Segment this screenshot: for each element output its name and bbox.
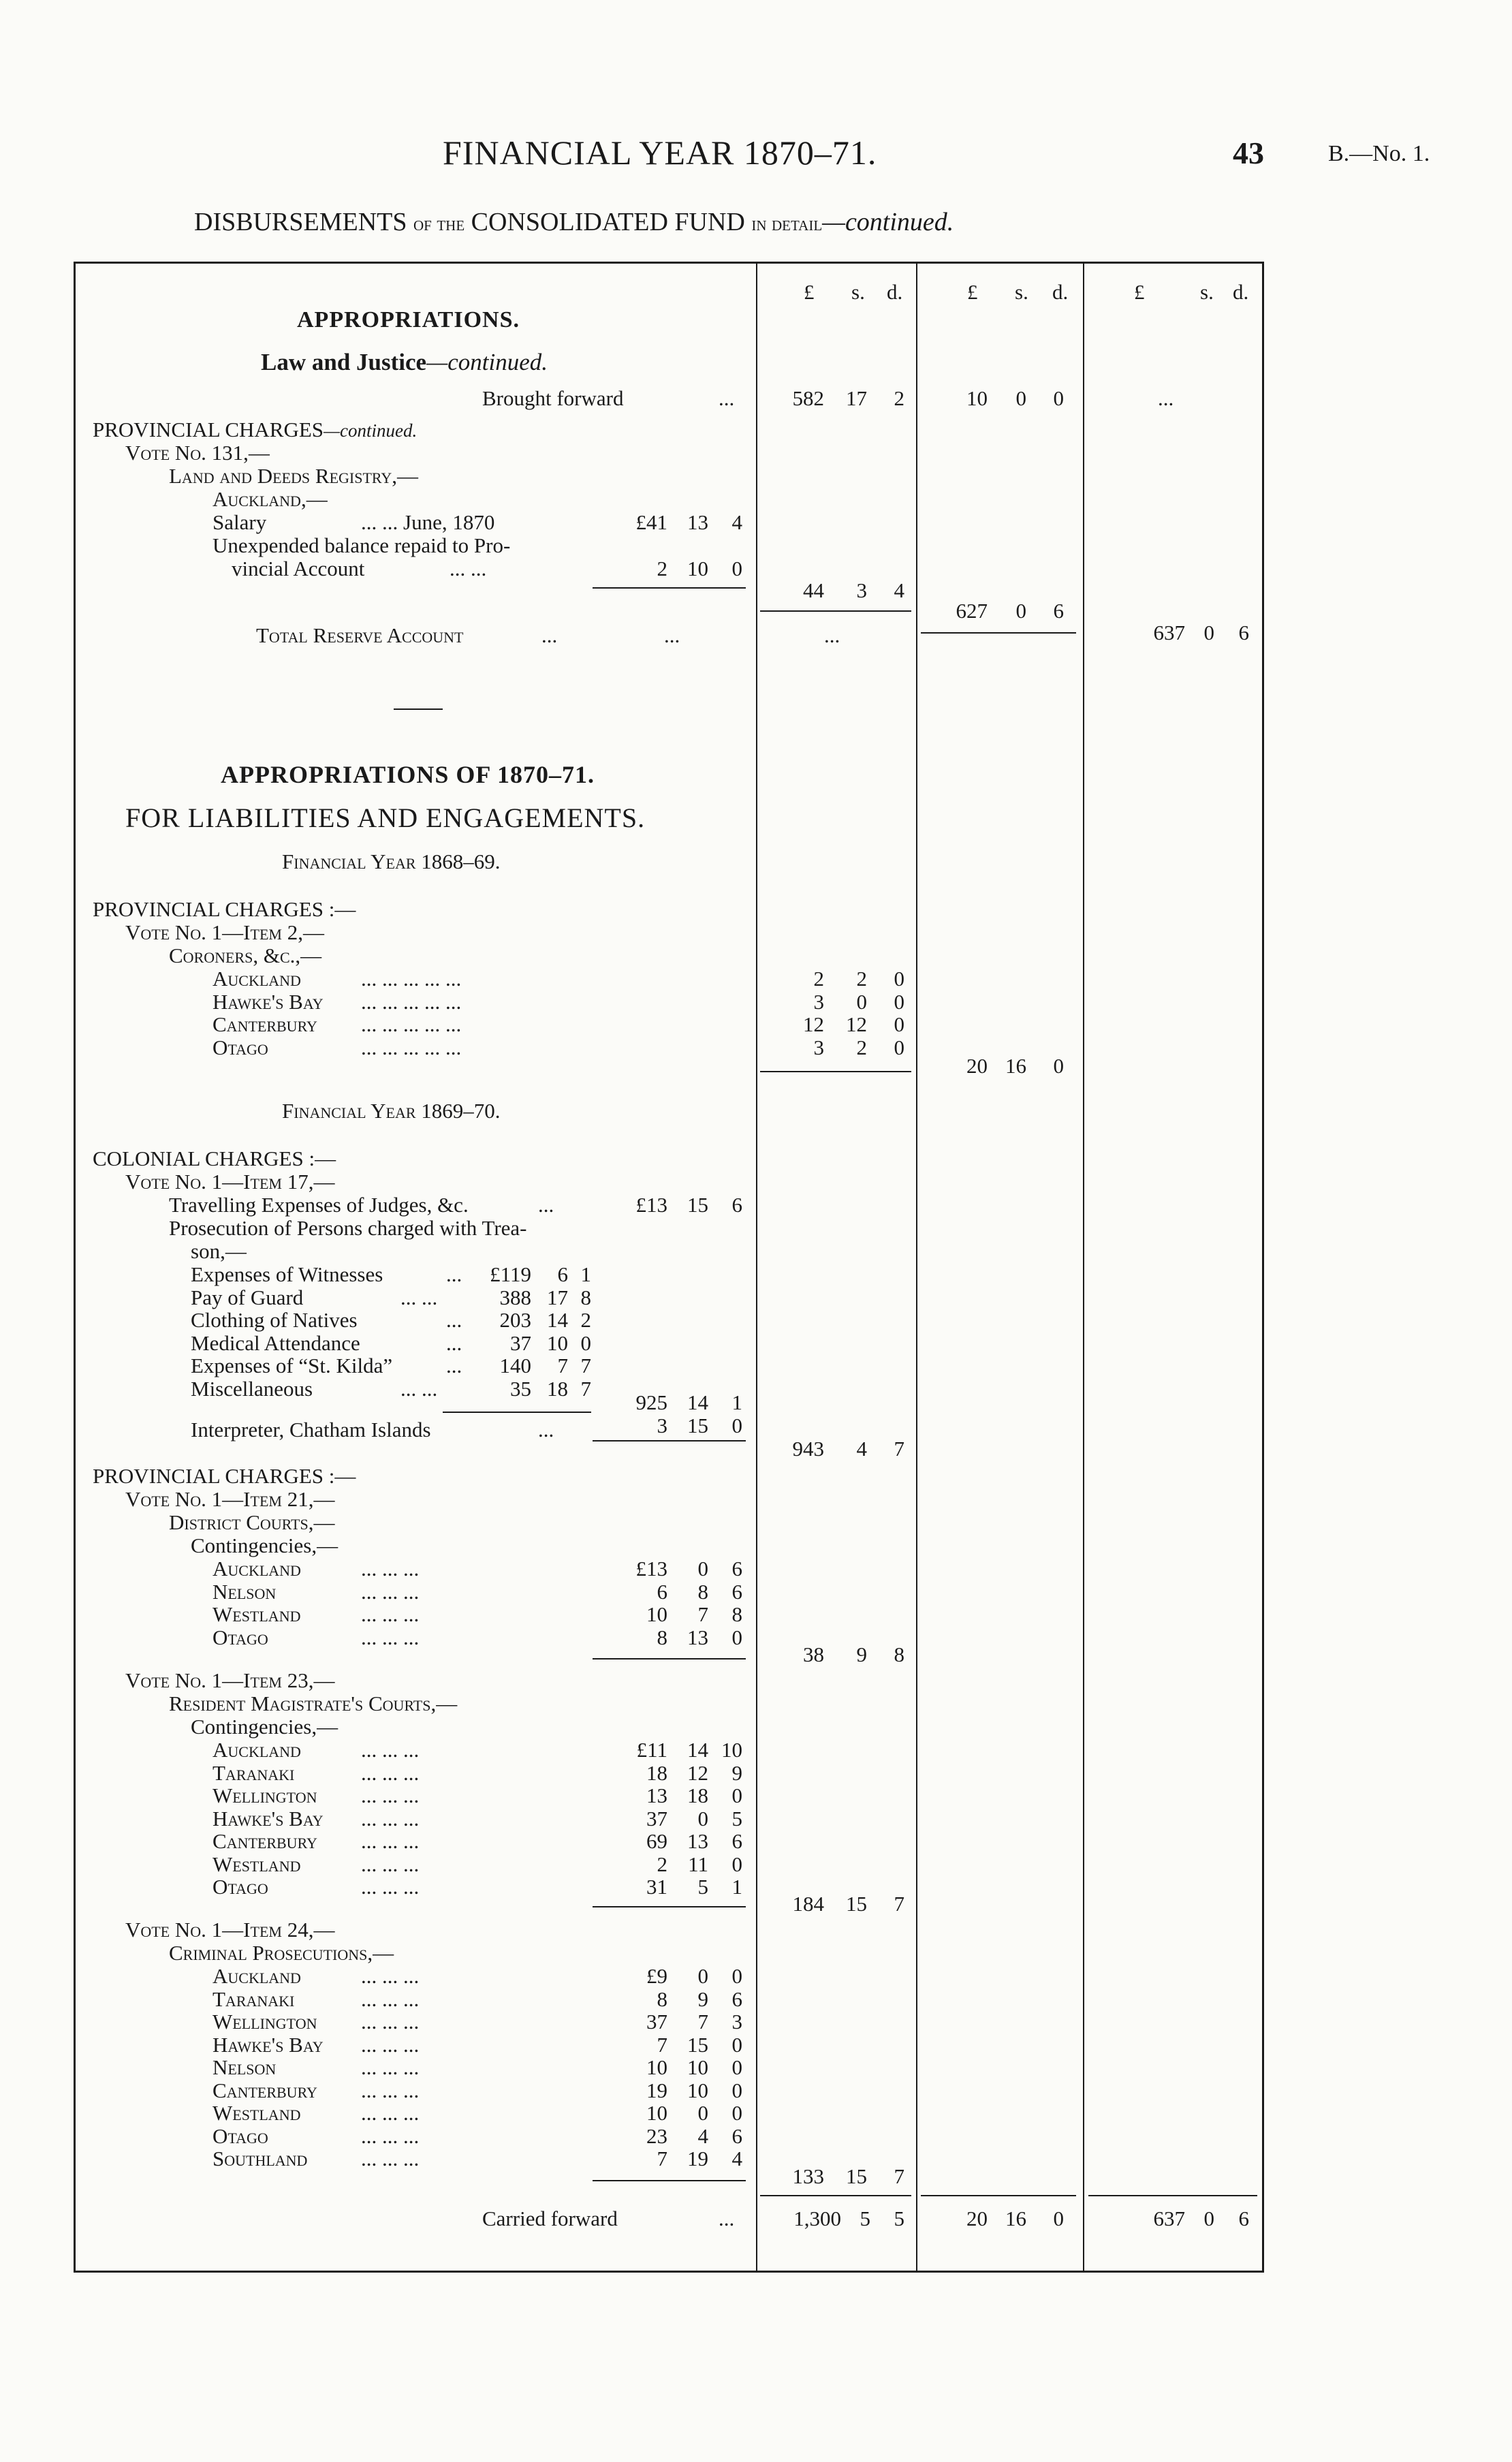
cf-col3-rule — [1088, 2195, 1257, 2196]
rm-row-dots: ... ... ... — [361, 1852, 420, 1876]
colonial-total-pence: 7 — [894, 1437, 904, 1461]
district-row-name: Auckland — [212, 1557, 301, 1580]
rm-row-pence: 6 — [731, 1829, 742, 1853]
crim-row-dots: ... ... ... — [361, 1987, 420, 2011]
salary-label: Salary — [212, 510, 267, 534]
crim-row-dots: ... ... ... — [361, 2147, 420, 2170]
district-row-pence: 6 — [731, 1557, 742, 1580]
coroner-row-pounds: 3 — [813, 990, 824, 1014]
interpreter-label: Interpreter, Chatham Islands — [191, 1418, 431, 1442]
registry-col1-pounds: 44 — [803, 578, 824, 602]
table-right-rule — [1262, 262, 1264, 2273]
coroner-row-name: Otago — [212, 1035, 268, 1059]
rm-row-pence: 5 — [731, 1807, 742, 1830]
column-divider-2 — [916, 262, 917, 2273]
crim-row-pounds: 7 — [657, 2147, 667, 2170]
coroner-row-dots: ... ... ... ... ... — [361, 1012, 462, 1036]
resident-magistrate-label: Resident Magistrate's Courts,— — [169, 1692, 458, 1715]
cf-col2-pounds: 20 — [966, 2207, 988, 2230]
district-row-pence: 0 — [731, 1625, 742, 1649]
salary-pence: 4 — [731, 510, 742, 534]
crim-row-pounds: 23 — [646, 2124, 667, 2148]
prosecution-line2: son,— — [191, 1239, 247, 1263]
coroner-subtotal-rule — [760, 1071, 911, 1072]
rm-row-name: Auckland — [212, 1738, 301, 1762]
crim-row-name: Southland — [212, 2147, 308, 2170]
rm-row-pounds: 37 — [646, 1807, 667, 1830]
coroner-total-pounds: 20 — [966, 1054, 988, 1078]
registry-col2-pence: 6 — [1053, 599, 1064, 623]
treason-row-dots: ... ... — [400, 1285, 438, 1309]
district-row-pounds: £13 — [635, 1557, 667, 1580]
coroner-total-shillings: 16 — [1005, 1054, 1026, 1078]
rm-row-pence: 9 — [731, 1761, 742, 1785]
coroner-row-shillings: 2 — [856, 1035, 867, 1059]
cf-col1-rule — [760, 2195, 911, 2196]
coroner-row-shillings: 12 — [846, 1012, 867, 1036]
prosecution-line1: Prosecution of Persons charged with Trea- — [169, 1216, 527, 1240]
rm-row-pence: 1 — [731, 1875, 742, 1899]
vote-item24-label: Vote No. 1—Item 24,— — [125, 1918, 335, 1942]
law-justice-heading — [261, 349, 548, 376]
appropriations-1870-heading: APPROPRIATIONS OF 1870–71. — [221, 761, 595, 788]
table-left-rule — [74, 262, 76, 2273]
subtitle-of-the: of the — [413, 213, 465, 235]
page-title: FINANCIAL YEAR 1870–71. — [443, 134, 877, 172]
treason-row-pence: 0 — [580, 1331, 591, 1355]
unexpended-pounds: 2 — [657, 557, 667, 580]
crim-total-pounds: 133 — [792, 2164, 824, 2188]
bf-col2-pounds: 10 — [966, 386, 988, 410]
crim-row-pounds: 37 — [646, 2010, 667, 2034]
provincial-continued: —continued. — [324, 420, 418, 441]
treason-row-dots: ... — [446, 1331, 462, 1355]
cf-col1-shillings: 5 — [860, 2207, 870, 2230]
rm-row-pounds: 2 — [657, 1852, 667, 1876]
col2-subtotal-rule — [921, 632, 1076, 634]
interpreter-shillings: 15 — [687, 1414, 708, 1437]
vote-item17-label: Vote No. 1—Item 17,— — [125, 1170, 335, 1194]
coroner-row-pounds: 2 — [813, 967, 824, 991]
carried-forward-dots: ... — [719, 2207, 735, 2230]
coroner-row-dots: ... ... ... ... ... — [361, 990, 462, 1014]
treason-total-pence: 1 — [731, 1390, 742, 1414]
district-row-pounds: 6 — [657, 1580, 667, 1604]
rm-row-shillings: 18 — [687, 1783, 708, 1807]
subtitle-in-detail: in detail — [751, 213, 823, 235]
rm-row-name: Canterbury — [212, 1829, 317, 1853]
document-reference: B.—No. 1. — [1328, 141, 1430, 166]
district-subtotal-rule — [593, 1658, 746, 1659]
rm-row-shillings: 12 — [687, 1761, 708, 1785]
rm-row-dots: ... ... ... — [361, 1738, 420, 1762]
rm-row-name: Hawke's Bay — [212, 1807, 324, 1830]
table-top-rule — [74, 262, 1264, 264]
registry-col1-shillings: 3 — [856, 578, 867, 602]
district-row-dots: ... ... ... — [361, 1557, 420, 1580]
crim-row-pence: 0 — [731, 2078, 742, 2102]
crim-row-name: Wellington — [212, 2010, 317, 2034]
coroner-row-shillings: 0 — [856, 990, 867, 1014]
treason-row-pounds: 37 — [510, 1331, 531, 1355]
criminal-prosecutions-label: Criminal Prosecutions,— — [169, 1941, 394, 1965]
rm-total-pounds: 184 — [792, 1892, 824, 1916]
district-row-name: Otago — [212, 1625, 268, 1649]
rm-total-pence: 7 — [894, 1892, 904, 1916]
rm-row-pounds: 18 — [646, 1761, 667, 1785]
treason-row-pounds: 203 — [499, 1308, 531, 1332]
treason-row-shillings: 10 — [547, 1331, 568, 1355]
coroner-row-pounds: 12 — [803, 1012, 824, 1036]
colonial-subtotal-rule — [593, 1440, 746, 1442]
cf-col3-pounds: 637 — [1153, 2207, 1185, 2230]
col3-pounds-header: £ — [1134, 280, 1145, 304]
rm-row-pounds: 69 — [646, 1829, 667, 1853]
crim-total-shillings: 15 — [846, 2164, 867, 2188]
col3-pence-header: d. — [1233, 280, 1249, 304]
table-bottom-rule — [74, 2271, 1264, 2273]
district-row-pence: 6 — [731, 1580, 742, 1604]
fy-1868-heading: Financial Year 1868–69. — [282, 850, 501, 873]
cf-col1-pence: 5 — [894, 2207, 904, 2230]
crim-row-name: Canterbury — [212, 2078, 317, 2102]
treason-row-dots: ... ... — [400, 1377, 438, 1401]
crim-row-pence: 0 — [731, 2055, 742, 2079]
reserve-col3-pounds: 637 — [1153, 621, 1185, 644]
crim-row-pounds: 10 — [646, 2055, 667, 2079]
land-deeds-label: Land and Deeds Registry,— — [169, 464, 418, 488]
treason-row-name: Clothing of Natives — [191, 1308, 358, 1332]
registry-col2-pounds: 627 — [956, 599, 988, 623]
bf-col1-shillings: 17 — [846, 386, 867, 410]
cf-col3-pence: 6 — [1238, 2207, 1249, 2230]
subtitle-prefix: DISBURSEMENTS — [194, 208, 407, 236]
col1-pounds-header: £ — [804, 280, 815, 304]
crim-row-name: Hawke's Bay — [212, 2033, 324, 2057]
rm-total-shillings: 15 — [846, 1892, 867, 1916]
col2-pence-header: d. — [1052, 280, 1069, 304]
carried-forward-label: Carried forward — [482, 2207, 618, 2230]
rm-row-dots: ... ... ... — [361, 1761, 420, 1785]
treason-row-name: Expenses of “St. Kilda” — [191, 1354, 393, 1377]
district-row-shillings: 7 — [697, 1602, 708, 1626]
crim-subtotal-rule — [593, 2180, 746, 2181]
rm-row-shillings: 0 — [697, 1807, 708, 1830]
col1-shillings-header: s. — [851, 280, 865, 304]
crim-row-shillings: 9 — [697, 1987, 708, 2011]
coroner-row-pence: 0 — [894, 990, 904, 1014]
contingencies-label-2: Contingencies,— — [191, 1715, 338, 1739]
treason-row-pounds: 388 — [499, 1285, 531, 1309]
crim-row-name: Taranaki — [212, 1987, 295, 2011]
cf-col2-shillings: 16 — [1005, 2207, 1026, 2230]
treason-row-shillings: 6 — [557, 1262, 568, 1286]
district-row-name: Nelson — [212, 1580, 277, 1604]
district-row-pounds: 10 — [646, 1602, 667, 1626]
crim-row-pence: 6 — [731, 2124, 742, 2148]
treason-row-name: Pay of Guard — [191, 1285, 304, 1309]
rm-row-dots: ... ... ... — [361, 1875, 420, 1899]
treason-row-name: Expenses of Witnesses — [191, 1262, 383, 1286]
rm-row-pounds: 13 — [646, 1783, 667, 1807]
salary-subtotal-rule — [593, 587, 746, 589]
crim-row-shillings: 15 — [687, 2033, 708, 2057]
district-row-shillings: 0 — [697, 1557, 708, 1580]
rm-row-name: Otago — [212, 1875, 268, 1899]
registry-col1-pence: 4 — [894, 578, 904, 602]
provincial-charges-heading — [93, 418, 417, 442]
col2-pounds-header: £ — [967, 280, 978, 304]
provincial-charges-heading-3: PROVINCIAL CHARGES :— — [93, 1464, 356, 1488]
colonial-charges-heading: COLONIAL CHARGES :— — [93, 1147, 336, 1170]
district-total-pence: 8 — [894, 1642, 904, 1666]
district-row-name: Westland — [212, 1602, 301, 1626]
treason-row-pounds: 35 — [510, 1377, 531, 1401]
interpreter-dots: ... — [538, 1418, 554, 1442]
unexpended-dots: ... ... — [450, 557, 487, 580]
total-reserve-label: Total Reserve Account — [256, 623, 464, 647]
district-row-shillings: 13 — [687, 1625, 708, 1649]
crim-row-dots: ... ... ... — [361, 1964, 420, 1988]
treason-row-pence: 1 — [580, 1262, 591, 1286]
col1-subtotal-rule — [760, 610, 911, 612]
brought-forward-label: Brought forward — [482, 386, 624, 410]
cf-col1-pounds: 1,300 — [793, 2207, 841, 2230]
unexpended-line1: Unexpended balance repaid to Pro- — [212, 533, 511, 557]
district-courts-label: District Courts,— — [169, 1510, 335, 1534]
vote-item23-label: Vote No. 1—Item 23,— — [125, 1668, 335, 1692]
crim-row-shillings: 10 — [687, 2078, 708, 2102]
registry-col2-shillings: 0 — [1015, 599, 1026, 623]
crim-row-shillings: 0 — [697, 1964, 708, 1988]
treason-row-pence: 7 — [580, 1377, 591, 1401]
treason-row-name: Miscellaneous — [191, 1377, 313, 1401]
bf-col2-shillings: 0 — [1015, 386, 1026, 410]
crim-row-pounds: 8 — [657, 1987, 667, 2011]
district-row-pence: 8 — [731, 1602, 742, 1626]
coroner-row-pence: 0 — [894, 1012, 904, 1036]
vote-131-label: Vote No. 131,— — [125, 441, 270, 465]
travelling-pence: 6 — [731, 1193, 742, 1217]
crim-row-name: Westland — [212, 2101, 301, 2125]
crim-row-pounds: 7 — [657, 2033, 667, 2057]
rm-row-pence: 0 — [731, 1852, 742, 1876]
cf-col3-shillings: 0 — [1203, 2207, 1214, 2230]
district-row-dots: ... ... ... — [361, 1625, 420, 1649]
cf-col2-pence: 0 — [1053, 2207, 1064, 2230]
rm-row-name: Westland — [212, 1852, 301, 1876]
total-reserve-dots3: ... — [824, 623, 840, 647]
coroner-row-name: Auckland — [212, 967, 301, 991]
column-divider-1 — [756, 262, 757, 2273]
crim-row-shillings: 10 — [687, 2055, 708, 2079]
rm-subtotal-rule — [593, 1906, 746, 1907]
coroner-row-dots: ... ... ... ... ... — [361, 1035, 462, 1059]
bf-col1-pounds: 582 — [792, 386, 824, 410]
travelling-shillings: 15 — [687, 1193, 708, 1217]
rm-row-name: Wellington — [212, 1783, 317, 1807]
salary-pounds: £41 — [635, 510, 667, 534]
treason-row-name: Medical Attendance — [191, 1331, 360, 1355]
fy-1869-heading: Financial Year 1869–70. — [282, 1099, 501, 1123]
district-row-dots: ... ... ... — [361, 1602, 420, 1626]
rm-row-shillings: 11 — [688, 1852, 708, 1876]
district-row-shillings: 8 — [697, 1580, 708, 1604]
salary-shillings: 13 — [687, 510, 708, 534]
rm-row-dots: ... ... ... — [361, 1807, 420, 1830]
district-row-pounds: 8 — [657, 1625, 667, 1649]
rm-row-shillings: 14 — [687, 1738, 708, 1762]
treason-row-shillings: 17 — [547, 1285, 568, 1309]
crim-row-dots: ... ... ... — [361, 2010, 420, 2034]
travelling-label: Travelling Expenses of Judges, &c. — [169, 1193, 469, 1217]
reserve-col3-shillings: 0 — [1203, 621, 1214, 644]
rm-row-pence: 10 — [721, 1738, 742, 1762]
crim-row-pounds: 19 — [646, 2078, 667, 2102]
treason-row-pence: 7 — [580, 1354, 591, 1377]
unexpended-pence: 0 — [731, 557, 742, 580]
law-justice-label: Law and Justice — [261, 349, 427, 375]
section-divider — [394, 708, 443, 710]
treason-row-shillings: 18 — [547, 1377, 568, 1401]
vote-item2-label: Vote No. 1—Item 2,— — [125, 920, 324, 944]
crim-row-dots: ... ... ... — [361, 2033, 420, 2057]
treason-row-dots: ... — [446, 1262, 462, 1286]
coroner-row-dots: ... ... ... ... ... — [361, 967, 462, 991]
crim-row-pence: 0 — [731, 1964, 742, 1988]
unexpended-shillings: 10 — [687, 557, 708, 580]
travelling-pounds: £13 — [635, 1193, 667, 1217]
crim-row-shillings: 7 — [697, 2010, 708, 2034]
col2-shillings-header: s. — [1015, 280, 1028, 304]
coroner-row-pence: 0 — [894, 967, 904, 991]
subtitle-fund: CONSOLIDATED FUND — [471, 208, 745, 236]
column-divider-3 — [1083, 262, 1084, 2273]
treason-row-pence: 8 — [580, 1285, 591, 1309]
total-reserve-dots2: ... — [664, 623, 680, 647]
crim-row-name: Nelson — [212, 2055, 277, 2079]
bf-col2-pence: 0 — [1053, 386, 1064, 410]
provincial-charges-heading-2: PROVINCIAL CHARGES :— — [93, 897, 356, 921]
coroner-row-pounds: 3 — [813, 1035, 824, 1059]
contingencies-label-1: Contingencies,— — [191, 1533, 338, 1557]
crim-row-dots: ... ... ... — [361, 2101, 420, 2125]
treason-row-shillings: 7 — [557, 1354, 568, 1377]
reserve-col3-pence: 6 — [1238, 621, 1249, 644]
salary-dots: ... ... June, 1870 — [361, 510, 495, 534]
rm-row-name: Taranaki — [212, 1761, 295, 1785]
crim-row-pence: 0 — [731, 2101, 742, 2125]
brought-forward-dots: ... — [719, 386, 735, 410]
cf-col2-rule — [921, 2195, 1076, 2196]
provincial-label: PROVINCIAL CHARGES — [93, 418, 324, 441]
rm-row-pounds: 31 — [646, 1875, 667, 1899]
treason-row-shillings: 14 — [547, 1308, 568, 1332]
district-total-shillings: 9 — [856, 1642, 867, 1666]
treason-total-shillings: 14 — [687, 1390, 708, 1414]
rm-row-shillings: 5 — [697, 1875, 708, 1899]
rm-row-pence: 0 — [731, 1783, 742, 1807]
rm-row-pounds: £11 — [636, 1738, 667, 1762]
crim-row-pence: 3 — [731, 2010, 742, 2034]
auckland-label: Auckland,— — [212, 487, 328, 511]
coroner-row-name: Canterbury — [212, 1012, 317, 1036]
crim-row-dots: ... ... ... — [361, 2055, 420, 2079]
crim-row-name: Otago — [212, 2124, 268, 2148]
crim-row-pence: 0 — [731, 2033, 742, 2057]
liabilities-heading: FOR LIABILITIES AND ENGAGEMENTS. — [125, 803, 646, 833]
treason-row-pounds: £119 — [490, 1262, 531, 1286]
crim-row-shillings: 19 — [687, 2147, 708, 2170]
crim-row-shillings: 4 — [697, 2124, 708, 2148]
rm-row-dots: ... ... ... — [361, 1829, 420, 1853]
coroner-row-pence: 0 — [894, 1035, 904, 1059]
page-number: 43 — [1233, 136, 1264, 170]
col1-pence-header: d. — [887, 280, 903, 304]
crim-row-dots: ... ... ... — [361, 2078, 420, 2102]
bf-col3-value: ... — [1158, 386, 1174, 410]
subtitle-continued: —continued. — [822, 208, 954, 236]
treason-subtotal-rule — [443, 1412, 591, 1413]
crim-total-pence: 7 — [894, 2164, 904, 2188]
rm-row-dots: ... ... ... — [361, 1783, 420, 1807]
appropriations-heading: APPROPRIATIONS. — [297, 307, 520, 332]
district-total-pounds: 38 — [803, 1642, 824, 1666]
coroner-total-pence: 0 — [1053, 1054, 1064, 1078]
colonial-total-pounds: 943 — [792, 1437, 824, 1461]
interpreter-pence: 0 — [731, 1414, 742, 1437]
district-row-dots: ... ... ... — [361, 1580, 420, 1604]
law-justice-continued: —continued. — [426, 349, 548, 375]
treason-total-pounds: 925 — [635, 1390, 667, 1414]
rm-row-shillings: 13 — [687, 1829, 708, 1853]
col3-shillings-header: s. — [1200, 280, 1214, 304]
crim-row-shillings: 0 — [697, 2101, 708, 2125]
coroners-label: Coroners, &c.,— — [169, 944, 322, 967]
crim-row-pounds: £9 — [646, 1964, 667, 1988]
vote-item21-label: Vote No. 1—Item 21,— — [125, 1487, 335, 1511]
crim-row-name: Auckland — [212, 1964, 301, 1988]
coroner-row-name: Hawke's Bay — [212, 990, 324, 1014]
bf-col1-pence: 2 — [894, 386, 904, 410]
coroner-row-shillings: 2 — [856, 967, 867, 991]
crim-row-pence: 6 — [731, 1987, 742, 2011]
travelling-dots: ... — [538, 1193, 554, 1217]
unexpended-line2: vincial Account — [232, 557, 365, 580]
treason-row-dots: ... — [446, 1354, 462, 1377]
colonial-total-shillings: 4 — [856, 1437, 867, 1461]
crim-row-pounds: 10 — [646, 2101, 667, 2125]
total-reserve-dots1: ... — [541, 623, 558, 647]
treason-row-dots: ... — [446, 1308, 462, 1332]
crim-row-pence: 4 — [731, 2147, 742, 2170]
interpreter-pounds: 3 — [657, 1414, 667, 1437]
treason-row-pounds: 140 — [499, 1354, 531, 1377]
crim-row-dots: ... ... ... — [361, 2124, 420, 2148]
treason-row-pence: 2 — [580, 1308, 591, 1332]
